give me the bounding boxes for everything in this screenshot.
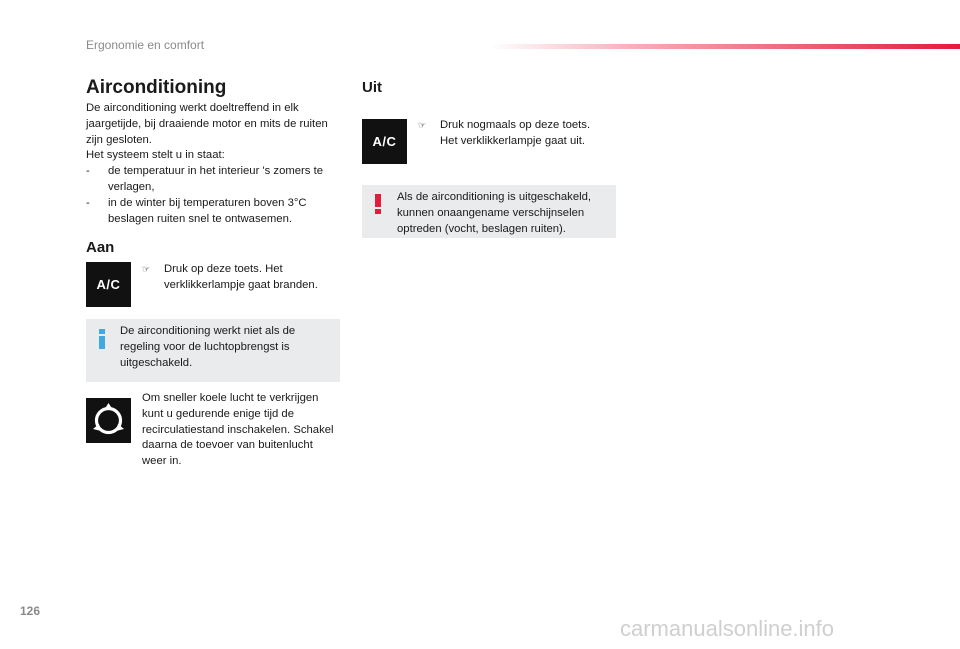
- recirculation-icon: [86, 398, 131, 443]
- section-header: Ergonomie en comfort: [86, 38, 205, 52]
- uit-heading: Uit: [362, 79, 382, 96]
- warning-icon: [375, 194, 381, 214]
- info-note: [86, 319, 340, 382]
- intro-text: [86, 101, 346, 227]
- ac-on-button-icon: A/C: [86, 262, 131, 307]
- arrow-marker-icon: ☞: [418, 120, 427, 130]
- dash-marker: -: [86, 196, 90, 209]
- aan-instruction: [142, 262, 332, 294]
- bullet-text: in de winter bij temperaturen boven 3°C beslagen ruiten snel te ontwasemen.: [108, 196, 307, 225]
- warning-note-text: Als de airconditioning is uitgeschakeld, kunnen onaangename verschijnselen optreden (vocht, beslagen ruiten).: [397, 191, 592, 235]
- intro-bullet: [86, 196, 346, 228]
- dash-marker: -: [86, 165, 90, 178]
- intro-paragraph-2: Het systeem stelt u in staat:: [86, 149, 225, 162]
- arrow-marker-icon: ☞: [142, 264, 151, 274]
- uit-instruction-text: Druk nogmaals op deze toets. Het verklikkerlampje gaat uit.: [440, 119, 591, 147]
- bullet-text: de temperatuur in het interieur 's zomers te verlagen,: [108, 165, 324, 193]
- info-icon: [99, 329, 105, 349]
- intro-bullet: [86, 164, 346, 196]
- aan-instruction-text: Druk op deze toets. Het verklikkerlampje gaat branden.: [164, 263, 318, 291]
- intro-paragraph-1: De airconditioning werkt doeltreffend in elk jaargetijde, bij draaiende motor en mits de ruiten zijn gesloten.: [86, 102, 328, 146]
- page-number: 126: [20, 604, 41, 618]
- ac-off-button-icon: A/C: [362, 119, 407, 164]
- aan-heading: Aan: [86, 239, 115, 256]
- header-accent-bar: [490, 44, 960, 49]
- uit-instruction: [418, 118, 610, 150]
- watermark: carmanualsonline.info: [620, 616, 835, 641]
- recirculation-text: Om sneller koele lucht te verkrijgen kunt u gedurende enige tijd de recirculatiestand inschakelen. Schakel daarna de toevoer van buitenlucht weer in.: [142, 392, 334, 468]
- warning-note: [362, 185, 616, 238]
- info-note-text: De airconditioning werkt niet als de regeling voor de luchtopbrengst is uitgeschakeld.: [120, 325, 296, 369]
- page-title: Airconditioning: [86, 77, 227, 98]
